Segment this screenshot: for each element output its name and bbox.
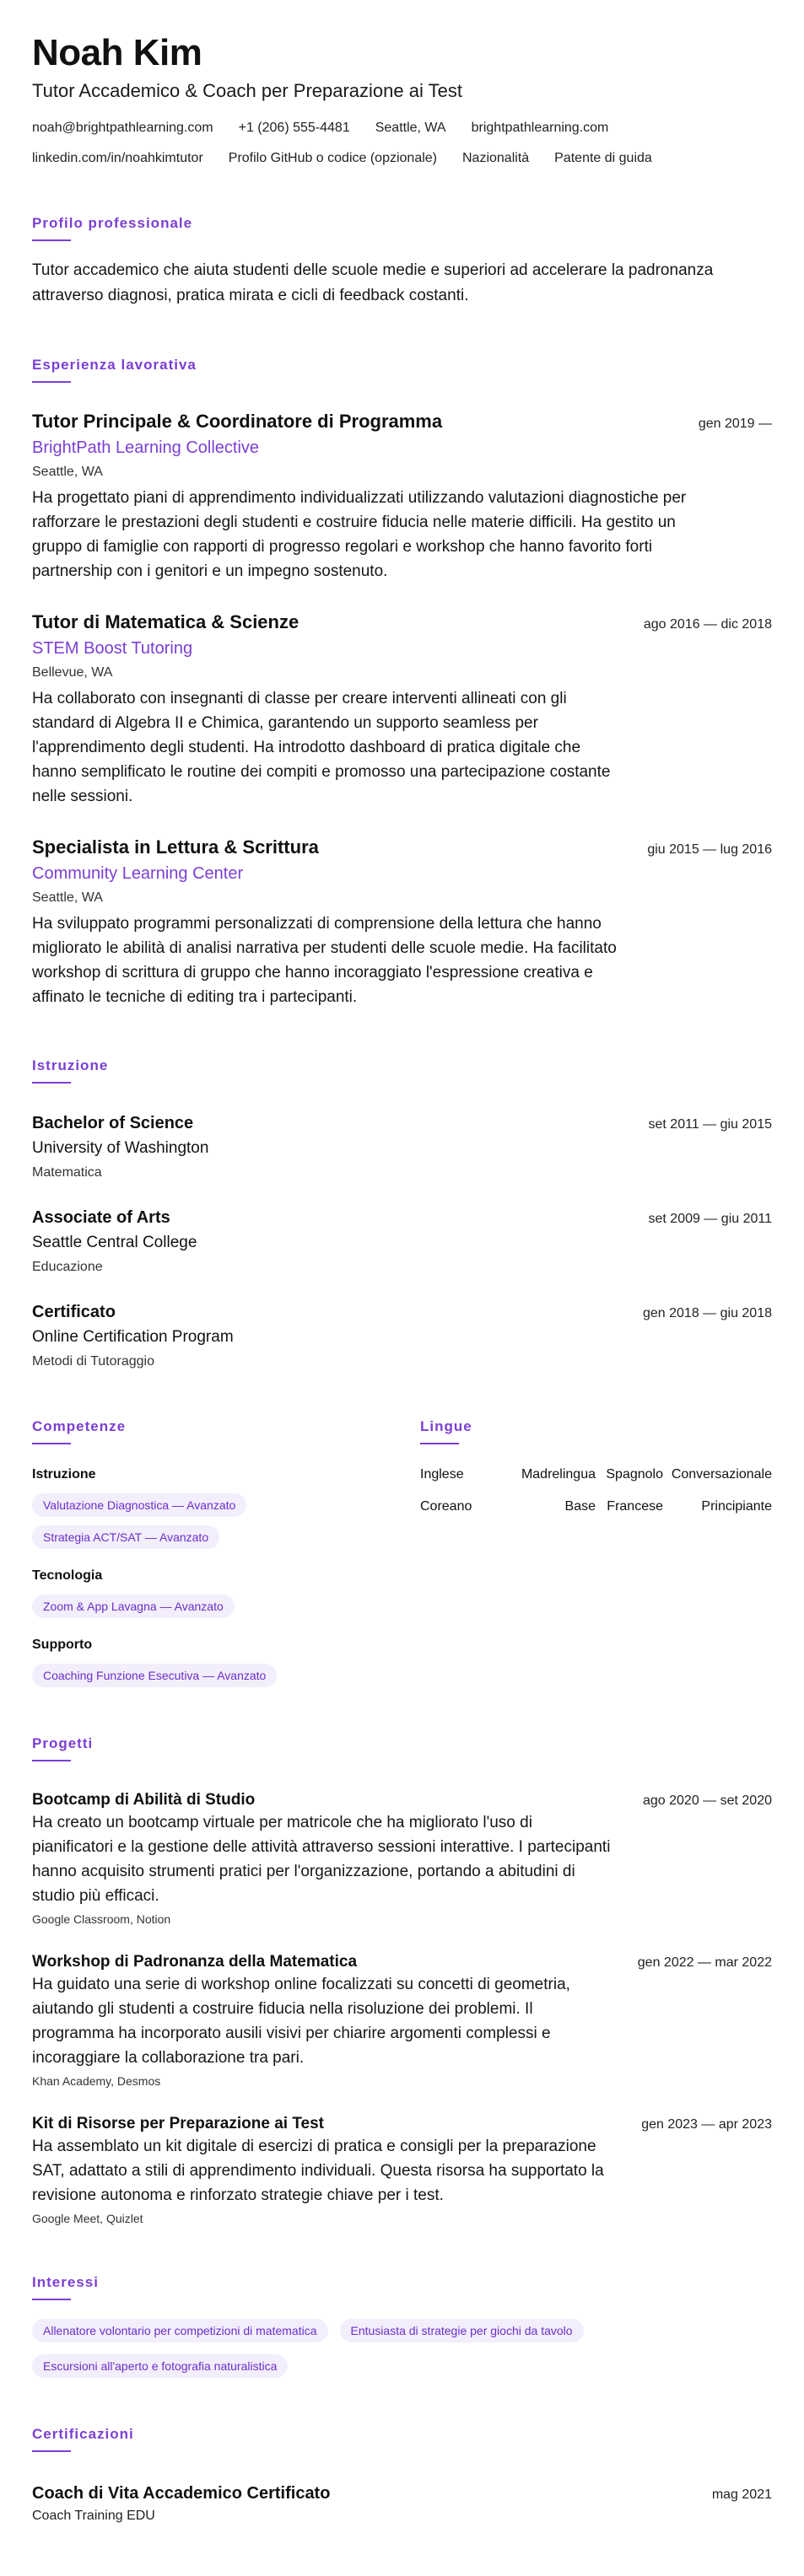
field-of-study: Matematica bbox=[32, 1165, 102, 1180]
company-name: STEM Boost Tutoring bbox=[32, 639, 193, 658]
section-title-interests: Interessi bbox=[32, 2274, 99, 2290]
language-name: Francese bbox=[607, 1499, 663, 1514]
skill-group bbox=[32, 1637, 420, 1687]
contact-row-2 bbox=[32, 150, 772, 167]
project-item bbox=[32, 1952, 772, 2089]
skill-group bbox=[32, 1568, 420, 1618]
certifications-section bbox=[32, 2425, 772, 2525]
education-dates: set 2011 — giu 2015 bbox=[648, 1117, 772, 1132]
certification-item bbox=[32, 2482, 772, 2525]
skill-chip: Valutazione Diagnostica — Avanzato bbox=[32, 1493, 246, 1517]
skill-group bbox=[32, 1466, 420, 1549]
job-location: Bellevue, WA bbox=[32, 665, 113, 680]
project-dates: gen 2022 — mar 2022 bbox=[637, 1955, 772, 1970]
job-dates: ago 2016 — dic 2018 bbox=[643, 617, 772, 632]
language-name: Spagnolo bbox=[606, 1467, 663, 1482]
school-name: Seattle Central College bbox=[32, 1234, 197, 1251]
languages-grid bbox=[420, 1466, 772, 1515]
field-of-study: Metodi di Tutoraggio bbox=[32, 1354, 154, 1369]
section-title-certifications: Certificazioni bbox=[32, 2426, 134, 2442]
language-name: Inglese bbox=[420, 1467, 464, 1482]
candidate-headline: Tutor Accademico & Coach per Preparazione ai Test bbox=[32, 80, 462, 101]
section-divider bbox=[420, 1443, 459, 1444]
field-of-study: Educazione bbox=[32, 1260, 103, 1274]
language-name: Coreano bbox=[420, 1499, 472, 1514]
degree: Certificato bbox=[32, 1303, 116, 1321]
experience-section bbox=[32, 356, 772, 1009]
project-description: Ha creato un bootcamp virtuale per matricole che ha migliorato l'uso di pianificatori e la gestione delle attività attraverso sessioni interattive. I partecipanti hanno acquisito strumenti pratici per l'organizzazione, portando a abitudini di studio più efficaci. bbox=[32, 1814, 611, 1905]
skills-section bbox=[32, 1417, 420, 1687]
job-title: Specialista in Lettura & Scrittura bbox=[32, 836, 319, 858]
interest-chip: Escursioni all'aperto e fotografia naturalistica bbox=[32, 2354, 288, 2378]
project-description: Ha assemblato un kit digitale di esercizi di pratica e consigli per la preparazione SAT, adattato a stili di apprendimento individuali. Questa risorsa ha supportato la revisione autonoma e rinforzato strategie chiave per i test. bbox=[32, 2138, 604, 2204]
project-tools: Google Classroom, Notion bbox=[32, 1912, 171, 1926]
section-divider bbox=[32, 381, 71, 383]
section-title-languages: Lingue bbox=[420, 1418, 472, 1434]
experience-item bbox=[32, 836, 772, 1009]
candidate-name: Noah Kim bbox=[32, 32, 202, 73]
company-name: Community Learning Center bbox=[32, 864, 244, 883]
profile-summary: Tutor accademico che aiuta studenti delle scuole medie e superiori ad accelerare la padronanza attraverso diagnosi, pratica mirata e cicli di feedback costanti. bbox=[32, 261, 714, 304]
contact-phone[interactable]: +1 (206) 555-4481 bbox=[238, 121, 350, 135]
project-tools: Khan Academy, Desmos bbox=[32, 2074, 161, 2088]
contact-github[interactable]: Profilo GitHub o codice (opzionale) bbox=[228, 151, 437, 165]
project-item bbox=[32, 1790, 772, 1927]
school-name: Online Certification Program bbox=[32, 1328, 234, 1346]
job-location: Seattle, WA bbox=[32, 890, 103, 905]
skill-group-title: Tecnologia bbox=[32, 1568, 103, 1583]
certification-name: Coach di Vita Accademico Certificato bbox=[32, 2484, 331, 2503]
education-item bbox=[32, 1112, 772, 1181]
section-title-skills: Competenze bbox=[32, 1418, 127, 1434]
language-level: Principiante bbox=[701, 1499, 772, 1514]
contact-email[interactable]: noah@brightpathlearning.com bbox=[32, 121, 213, 135]
section-title-experience: Esperienza lavorativa bbox=[32, 357, 197, 373]
project-description: Ha guidato una serie di workshop online focalizzati su concetti di geometria, aiutando gli studenti a costruire fiducia nella risoluzione dei problemi. Il programma ha incorporato ausili visivi per chiarire argomenti complessi e incoraggiare la collaborazione tra pari. bbox=[32, 1976, 570, 2067]
job-description: Ha collaborato con insegnanti di classe per creare interventi allineati con gli standard di Algebra II e Chimica, garantendo un supporto seamless per l'apprendimento degli studenti. Ha introdotto dashboard di pratica digitale che hanno semplificato le routine dei compiti e promosso una partecipazione costante nelle sessioni. bbox=[32, 690, 611, 805]
project-title: Workshop di Padronanza della Matematica bbox=[32, 1953, 358, 1971]
school-name: University of Washington bbox=[32, 1139, 209, 1157]
experience-item bbox=[32, 610, 772, 809]
skill-group-title: Supporto bbox=[32, 1638, 93, 1652]
language-level: Conversazionale bbox=[671, 1467, 772, 1482]
project-title: Bootcamp di Abilità di Studio bbox=[32, 1791, 256, 1809]
section-title-profile: Profilo professionale bbox=[32, 215, 193, 231]
contact-linkedin[interactable]: linkedin.com/in/noahkimtutor bbox=[32, 151, 203, 165]
certification-issuer: Coach Training EDU bbox=[32, 2509, 155, 2523]
education-dates: set 2009 — giu 2011 bbox=[648, 1212, 772, 1226]
contact-location: Seattle, WA bbox=[375, 121, 446, 135]
skill-chip: Coaching Funzione Esecutiva — Avanzato bbox=[32, 1664, 277, 1687]
job-description: Ha progettato piani di apprendimento individualizzati utilizzando valutazioni diagnostiche per rafforzare le prestazioni degli studenti e costruire fiducia nelle materie difficili. Ha gestito un gruppo di famiglie con rapporti di progresso regolari e workshop che hanno favorito forti partnership con i genitori e un impegno sostenuto. bbox=[32, 489, 687, 580]
contact-driving-license: Patente di guida bbox=[554, 151, 652, 165]
section-divider bbox=[32, 1760, 71, 1761]
skill-chip: Zoom & App Lavagna — Avanzato bbox=[32, 1595, 235, 1618]
languages-section bbox=[420, 1417, 772, 1687]
language-level: Madrelingua bbox=[521, 1467, 596, 1482]
degree: Associate of Arts bbox=[32, 1208, 170, 1227]
job-title: Tutor Principale & Coordinatore di Programma bbox=[32, 411, 443, 432]
contact-website[interactable]: brightpathlearning.com bbox=[471, 121, 609, 135]
section-divider bbox=[32, 1082, 71, 1084]
education-item bbox=[32, 1301, 772, 1370]
job-title: Tutor di Matematica & Scienze bbox=[32, 611, 299, 632]
contact-row-1 bbox=[32, 120, 772, 137]
project-dates: ago 2020 — set 2020 bbox=[642, 1794, 772, 1808]
job-dates: giu 2015 — lug 2016 bbox=[647, 842, 772, 857]
interests-list bbox=[32, 2319, 707, 2378]
project-tools: Google Meet, Quizlet bbox=[32, 2212, 143, 2225]
job-description: Ha sviluppato programmi personalizzati di comprensione della lettura che hanno migliorato le abilità di analisi narrativa per studenti delle scuole medie. Ha facilitato workshop di scrittura di gruppo che hanno incoraggiato l'espressione creativa e affinato le tecniche di editing tra i partecipanti. bbox=[32, 915, 617, 1006]
job-dates: gen 2019 — bbox=[698, 417, 772, 431]
section-divider bbox=[32, 1443, 71, 1444]
education-item bbox=[32, 1207, 772, 1276]
profile-section bbox=[32, 214, 772, 309]
language-level: Base bbox=[564, 1499, 596, 1514]
section-divider bbox=[32, 2299, 71, 2300]
section-title-projects: Progetti bbox=[32, 1735, 94, 1751]
project-dates: gen 2023 — apr 2023 bbox=[641, 2117, 772, 2132]
education-section bbox=[32, 1057, 772, 1370]
project-item bbox=[32, 2114, 772, 2226]
skills-languages-row bbox=[32, 1417, 772, 1687]
interest-chip: Entusiasta di strategie per giochi da tavolo bbox=[340, 2319, 584, 2342]
skill-group-title: Istruzione bbox=[32, 1467, 96, 1482]
project-title: Kit di Risorse per Preparazione ai Test bbox=[32, 2115, 324, 2132]
education-dates: gen 2018 — giu 2018 bbox=[642, 1306, 772, 1320]
section-divider bbox=[32, 239, 71, 241]
job-location: Seattle, WA bbox=[32, 465, 103, 479]
company-name: BrightPath Learning Collective bbox=[32, 438, 260, 457]
contact-nationality: Nazionalità bbox=[462, 151, 530, 165]
projects-section bbox=[32, 1734, 772, 2226]
certification-date: mag 2021 bbox=[711, 2487, 772, 2502]
section-title-education: Istruzione bbox=[32, 1057, 109, 1073]
interest-chip: Allenatore volontario per competizioni di matematica bbox=[32, 2319, 328, 2342]
section-divider bbox=[32, 2450, 71, 2452]
skill-chip: Strategia ACT/SAT — Avanzato bbox=[32, 1525, 219, 1549]
interests-section bbox=[32, 2273, 772, 2378]
experience-item bbox=[32, 410, 772, 583]
degree: Bachelor of Science bbox=[32, 1114, 194, 1132]
